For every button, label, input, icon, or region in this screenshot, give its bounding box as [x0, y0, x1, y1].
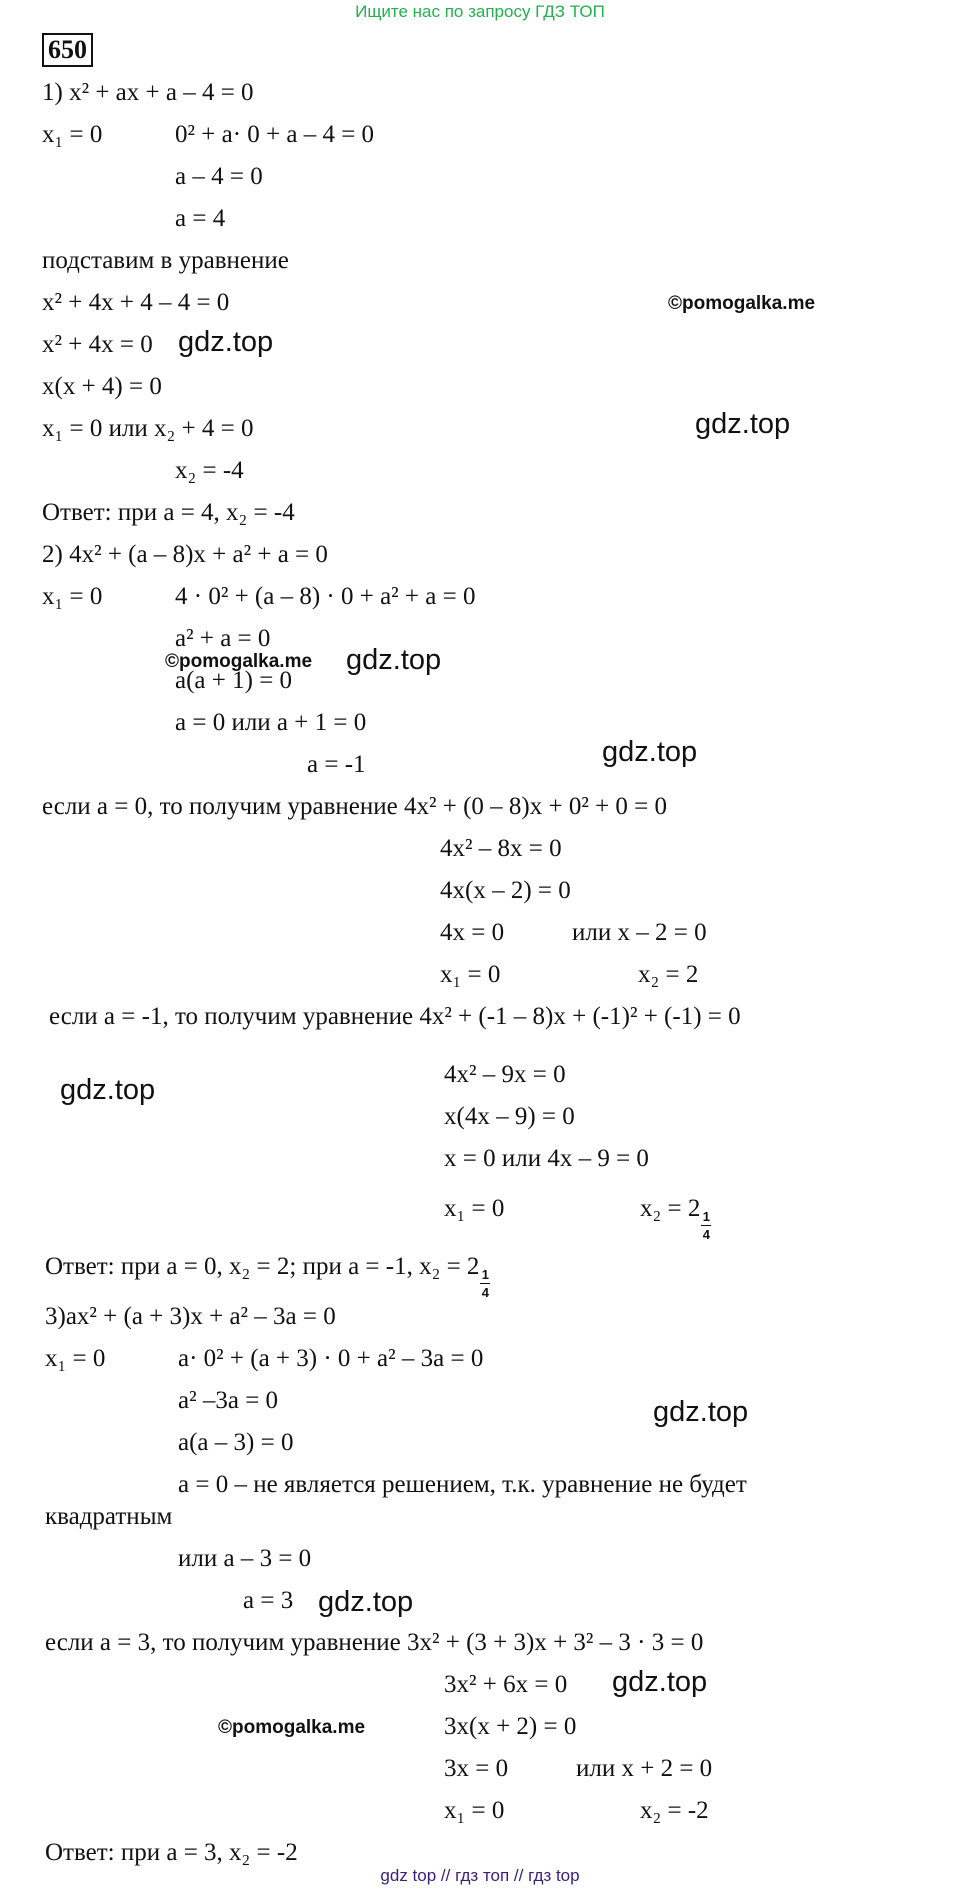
p2-line2: a(a + 1) = 0 — [175, 667, 293, 694]
copyright-watermark: ©pomogalka.me — [668, 293, 816, 314]
p1-equation: 1) x² + ax + a – 4 = 0 — [42, 79, 254, 106]
p3-case-line4a: x₁ = 0 — [444, 1797, 505, 1824]
p2-case0-line3a: 4x = 0 — [440, 919, 505, 946]
p3-case-line2: 3x(x + 2) = 0 — [444, 1713, 577, 1740]
p1-a-minus-4: a – 4 = 0 — [175, 163, 263, 190]
p1-line2: x² + 4x = 0 — [42, 331, 153, 358]
p1-substitution: 0² + a· 0 + a – 4 = 0 — [175, 121, 375, 148]
p2-case0-line4a: x₁ = 0 — [440, 961, 501, 988]
gdz-watermark: gdz.top — [60, 1074, 156, 1106]
p2-x1: x₁ = 0 — [42, 583, 103, 610]
p1-a-equals-4: a = 4 — [175, 205, 226, 232]
p2-line4: a = -1 — [307, 751, 366, 778]
p3-line4: или a – 3 = 0 — [178, 1545, 312, 1572]
p2-case0-line4b: x₂ = 2 — [638, 961, 699, 988]
p1-line5: x₂ = -4 — [175, 457, 244, 484]
p2-case0-line2: 4x(x – 2) = 0 — [440, 877, 571, 904]
p2-case1-line3: x = 0 или 4x – 9 = 0 — [444, 1145, 649, 1172]
gdz-watermark: gdz.top — [318, 1586, 414, 1618]
p2-line3: a = 0 или a + 1 = 0 — [175, 709, 367, 736]
gdz-watermark: gdz.top — [346, 644, 442, 676]
mixed-fraction: $\frac{1}{4}$ — [481, 1266, 490, 1300]
p3-line3: a = 0 – не является решением, т.к. уравнение не будет — [178, 1471, 747, 1498]
p2-equation: 2) 4x² + (a – 8)x + a² + a = 0 — [42, 541, 328, 568]
p2-case1-line1: 4x² – 9x = 0 — [444, 1061, 566, 1088]
p3-case-line3b: или x + 2 = 0 — [576, 1755, 713, 1782]
copyright-watermark: ©pomogalka.me — [165, 651, 313, 672]
p3-if-a3: если a = 3, то получим уравнение 3x² + (3 + 3)x + 3² – 3 · 3 = 0 — [45, 1629, 704, 1656]
p2-if-a-minus1: если a = -1, то получим уравнение 4x² + (-1 – 8)x + (-1)² + (-1) = 0 — [49, 1003, 741, 1030]
footer-links[interactable]: gdz top // гдз топ // гдз top — [380, 1866, 580, 1885]
p2-case1-line2: x(4x – 9) = 0 — [444, 1103, 575, 1130]
p3-case-line1: 3x² + 6x = 0 — [444, 1671, 568, 1698]
p3-case-line4b: x₂ = -2 — [640, 1797, 709, 1824]
p1-line4: x₁ = 0 или x₂ + 4 = 0 — [42, 415, 254, 442]
p2-case1-line4a: x₁ = 0 — [444, 1195, 505, 1222]
p2-case0-line3b: или x – 2 = 0 — [572, 919, 707, 946]
p2-substitution: 4 · 0² + (a – 8) · 0 + a² + a = 0 — [175, 583, 476, 610]
gdz-watermark: gdz.top — [653, 1396, 749, 1428]
p2-if-a0: если a = 0, то получим уравнение 4x² + (0 – 8)x + 0² + 0 = 0 — [42, 793, 668, 820]
p1-line1: x² + 4x + 4 – 4 = 0 — [42, 289, 230, 316]
p1-x1: x₁ = 0 — [42, 121, 103, 148]
p3-line1: a² –3a = 0 — [178, 1387, 279, 1414]
p2-case1-line4b: x₂ = 2 $\frac{1}{4}$ — [640, 1195, 710, 1242]
p2-case0-line1: 4x² – 8x = 0 — [440, 835, 562, 862]
gdz-watermark: gdz.top — [178, 326, 274, 358]
p3-line2: a(a – 3) = 0 — [178, 1429, 294, 1456]
copyright-watermark: ©pomogalka.me — [218, 1717, 366, 1738]
p3-x1: x₁ = 0 — [45, 1345, 106, 1372]
p2-answer: Ответ: при a = 0, x₂ = 2; при a = -1, x₂ = 2 $\frac{1}{4}$ — [45, 1253, 490, 1300]
p1-answer: Ответ: при a = 4, x₂ = -4 — [42, 499, 295, 526]
mixed-fraction: $\frac{1}{4}$ — [702, 1208, 710, 1242]
p3-line5: a = 3 — [243, 1587, 294, 1614]
p2-line1: a² + a = 0 — [175, 625, 271, 652]
search-banner: Ищите нас по запросу ГДЗ ТОП — [355, 2, 605, 21]
task-number: 650 — [42, 33, 93, 67]
p1-line3: x(x + 4) = 0 — [42, 373, 162, 400]
gdz-watermark: gdz.top — [695, 408, 791, 440]
p3-line3b: квадратным — [45, 1503, 173, 1530]
gdz-watermark: gdz.top — [612, 1666, 708, 1698]
p3-substitution: a· 0² + (a + 3) · 0 + a² – 3a = 0 — [178, 1345, 484, 1372]
p1-substitute-text: подставим в уравнение — [42, 247, 289, 274]
p3-equation: 3)ax² + (a + 3)x + a² – 3a = 0 — [45, 1303, 336, 1330]
p3-case-line3a: 3x = 0 — [444, 1755, 509, 1782]
p3-answer: Ответ: при a = 3, x₂ = -2 — [45, 1839, 298, 1866]
gdz-watermark: gdz.top — [602, 736, 698, 768]
